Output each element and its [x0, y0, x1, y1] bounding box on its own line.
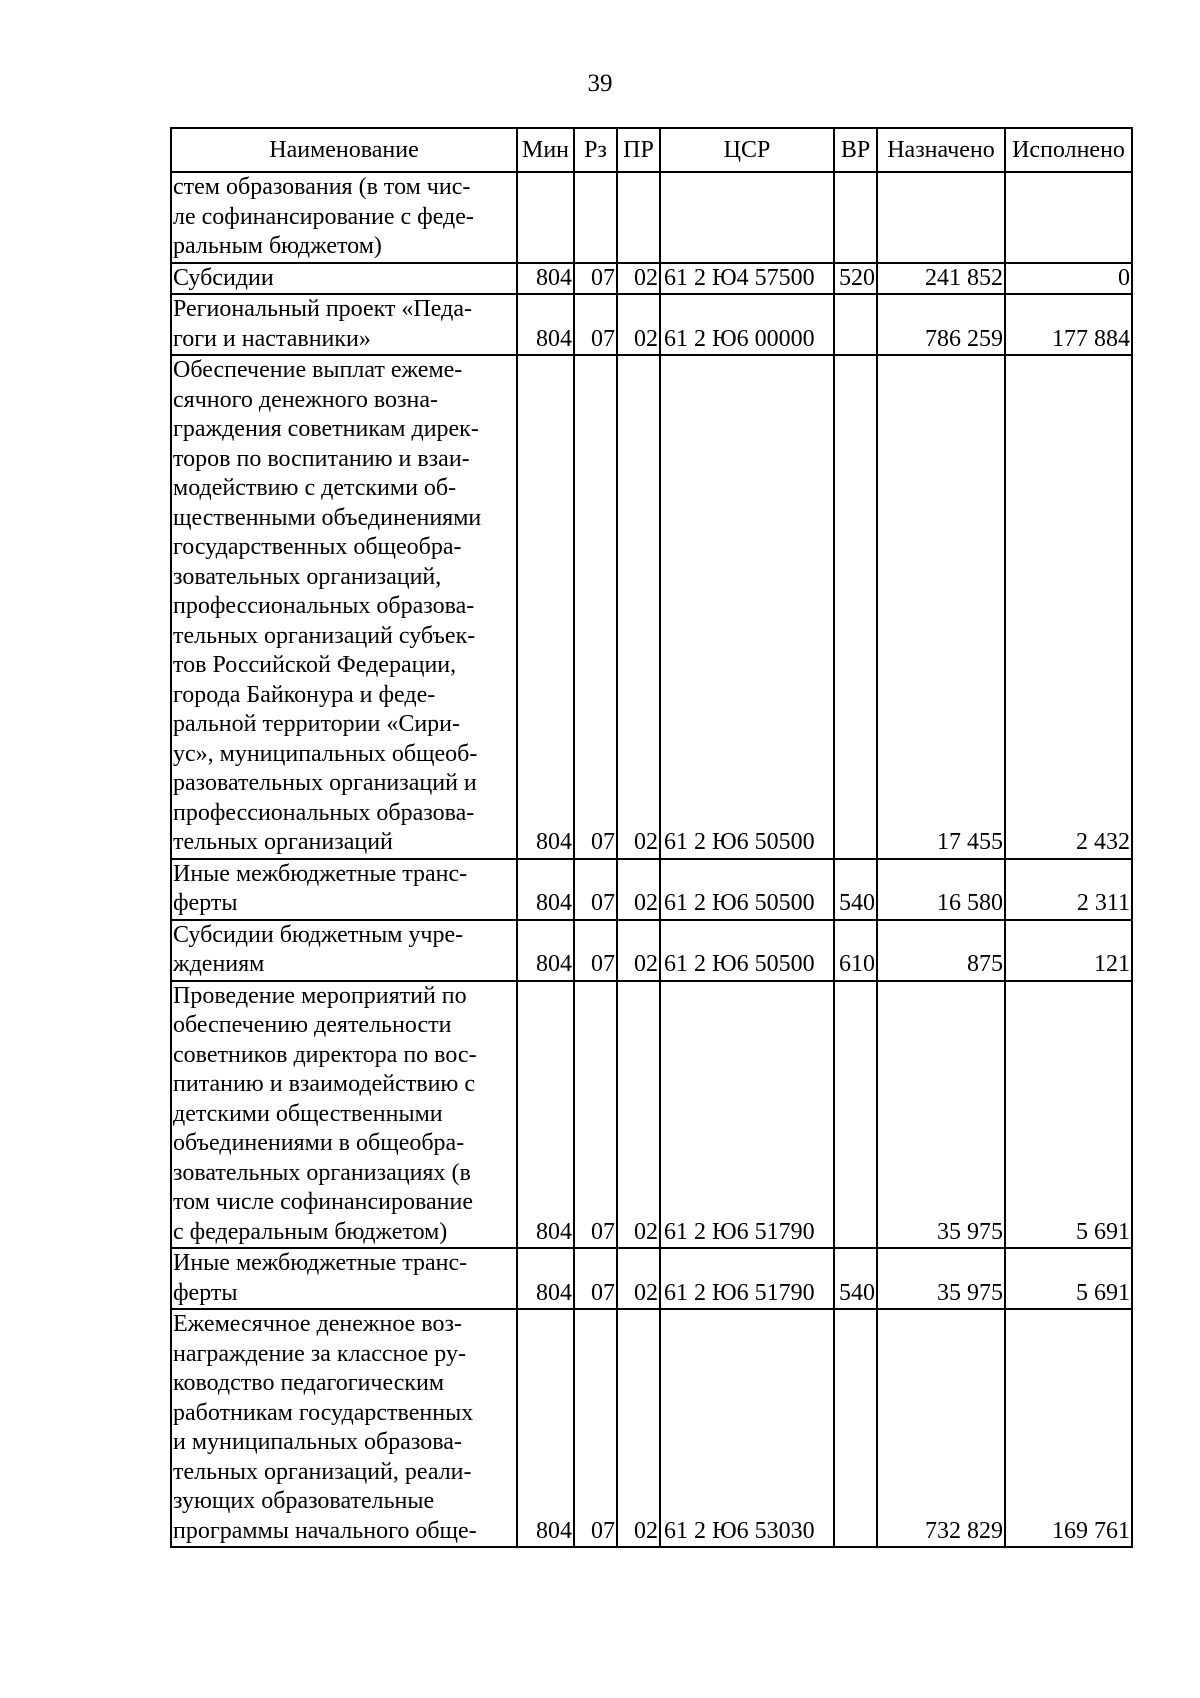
cell-rz: 07 [574, 355, 617, 859]
header-executed: Исполнено [1005, 128, 1132, 172]
name-line: объединениями в общеобра- [173, 1130, 465, 1156]
name-line: советников директора по вос- [173, 1041, 477, 1068]
table-row [171, 1248, 1132, 1309]
cell-csr: 61 2 Ю6 53030 [660, 1309, 834, 1547]
header-min: Мин [517, 128, 574, 172]
cell-rz: 07 [574, 294, 617, 355]
cell-rz: 07 [574, 1309, 617, 1547]
name-line: программы начального обще- [173, 1517, 477, 1544]
cell-min: 804 [517, 920, 574, 981]
cell-assigned: 875 [877, 920, 1005, 981]
name-line: Иные межбюджетные транс- [173, 860, 468, 887]
name-line: торов по воспитанию и взаи- [173, 445, 470, 472]
name-line: гоги и наставники» [173, 325, 371, 352]
cell-vr [834, 981, 877, 1249]
cell-min: 804 [517, 355, 574, 859]
cell-assigned: 17 455 [877, 355, 1005, 859]
budget-table [170, 127, 1133, 1548]
cell-min: 804 [517, 1248, 574, 1309]
cell-executed: 5 691 [1005, 981, 1132, 1249]
cell-assigned: 786 259 [877, 294, 1005, 355]
cell-min: 804 [517, 263, 574, 295]
cell-csr: 61 2 Ю6 50500 [660, 920, 834, 981]
cell-rz [574, 172, 617, 263]
cell-name [171, 355, 517, 859]
cell-executed: 0 [1005, 263, 1132, 295]
name-line: тов Российской Федерации, [173, 652, 457, 678]
header-csr: ЦСР [660, 128, 834, 172]
cell-csr: 61 2 Ю6 50500 [660, 859, 834, 920]
name-line: зовательных организациях (в [173, 1159, 471, 1186]
cell-name [171, 263, 517, 295]
name-line: Проведение мероприятий по [173, 982, 467, 1009]
table-body [171, 172, 1132, 1547]
table-row [171, 859, 1132, 920]
header-assigned: Назначено [877, 128, 1005, 172]
table-row [171, 172, 1132, 263]
cell-assigned: 35 975 [877, 981, 1005, 1249]
name-line: Региональный проект «Педа- [173, 296, 472, 322]
name-line: города Байконура и феде- [173, 681, 436, 708]
cell-rz: 07 [574, 263, 617, 295]
cell-assigned: 16 580 [877, 859, 1005, 920]
cell-vr [834, 172, 877, 263]
name-line: Обеспечение выплат ежеме- [173, 357, 463, 383]
cell-executed: 169 761 [1005, 1309, 1132, 1547]
cell-executed: 2 432 [1005, 355, 1132, 859]
name-line: модействию с детскими об- [173, 475, 457, 501]
name-line: работникам государственных [173, 1399, 474, 1426]
cell-csr: 61 2 Ю6 50500 [660, 355, 834, 859]
cell-rz: 07 [574, 1248, 617, 1309]
name-line: Ежемесячное денежное воз- [173, 1311, 462, 1337]
cell-vr: 540 [834, 1248, 877, 1309]
name-line: ле софинансирование с феде- [173, 203, 474, 230]
name-line: том числе софинансирование [173, 1189, 473, 1215]
cell-assigned [877, 172, 1005, 263]
name-line: тельных организаций, реали- [173, 1458, 472, 1485]
header-rz: Рз [574, 128, 617, 172]
cell-name [171, 859, 517, 920]
cell-pr: 02 [617, 355, 660, 859]
name-line: профессиональных образова- [173, 593, 475, 619]
cell-min: 804 [517, 294, 574, 355]
table-row [171, 920, 1132, 981]
cell-name [171, 1248, 517, 1309]
cell-rz: 07 [574, 920, 617, 981]
name-line: ральной территории «Сири- [173, 711, 461, 737]
name-line: Иные межбюджетные транс- [173, 1250, 468, 1276]
name-line: ководство педагогическим [173, 1370, 445, 1396]
cell-executed: 177 884 [1005, 294, 1132, 355]
cell-name [171, 920, 517, 981]
cell-executed: 121 [1005, 920, 1132, 981]
table-row [171, 355, 1132, 859]
cell-csr: 61 2 Ю6 51790 [660, 1248, 834, 1309]
cell-vr: 540 [834, 859, 877, 920]
cell-pr: 02 [617, 294, 660, 355]
table-row [171, 294, 1132, 355]
name-line: ждениям [173, 951, 265, 977]
name-line: и муниципальных образова- [173, 1429, 462, 1455]
cell-name [171, 1309, 517, 1547]
cell-vr [834, 355, 877, 859]
cell-rz: 07 [574, 981, 617, 1249]
cell-assigned: 241 852 [877, 263, 1005, 295]
cell-min: 804 [517, 1309, 574, 1547]
cell-csr: 61 2 Ю6 51790 [660, 981, 834, 1249]
cell-pr [617, 172, 660, 263]
header-vr: ВР [834, 128, 877, 172]
cell-pr: 02 [617, 859, 660, 920]
cell-vr [834, 1309, 877, 1547]
name-line: обеспечению деятельности [173, 1012, 452, 1038]
name-line: детскими общественными [173, 1100, 443, 1127]
cell-vr: 520 [834, 263, 877, 295]
cell-pr: 02 [617, 1309, 660, 1547]
table-row [171, 263, 1132, 295]
name-line: государственных общеобра- [173, 534, 462, 560]
cell-min [517, 172, 574, 263]
name-line: тельных организаций [173, 829, 393, 855]
table-header-row [171, 128, 1132, 172]
cell-executed: 5 691 [1005, 1248, 1132, 1309]
cell-name [171, 981, 517, 1249]
cell-vr [834, 294, 877, 355]
header-pr: ПР [617, 128, 660, 172]
table-row [171, 1309, 1132, 1547]
name-line: ус», муниципальных общеоб- [173, 740, 478, 767]
name-line: стем образования (в том чис- [173, 174, 471, 200]
header-name: Наименование [171, 128, 517, 172]
cell-csr [660, 172, 834, 263]
name-line: ферты [173, 890, 238, 916]
name-line: Субсидии [173, 264, 274, 291]
name-line: тельных организаций субъек- [173, 622, 476, 649]
name-line: питанию и взаимодействию с [173, 1071, 475, 1097]
name-line: граждения советникам дирек- [173, 416, 479, 442]
cell-csr: 61 2 Ю4 57500 [660, 263, 834, 295]
name-line: сячного денежного возна- [173, 386, 439, 413]
cell-name [171, 294, 517, 355]
table-row [171, 981, 1132, 1249]
name-line: с федеральным бюджетом) [173, 1218, 448, 1245]
cell-min: 804 [517, 981, 574, 1249]
cell-name [171, 172, 517, 263]
name-line: ферты [173, 1279, 238, 1306]
page-number: 39 [587, 70, 613, 97]
name-line: щественными объединениями [173, 504, 482, 531]
cell-executed [1005, 172, 1132, 263]
name-line: разовательных организаций и [173, 770, 477, 796]
cell-rz: 07 [574, 859, 617, 920]
cell-assigned: 732 829 [877, 1309, 1005, 1547]
cell-csr: 61 2 Ю6 00000 [660, 294, 834, 355]
cell-pr: 02 [617, 263, 660, 295]
cell-executed: 2 311 [1005, 859, 1132, 920]
name-line: зующих образовательные [173, 1488, 435, 1514]
name-line: зовательных организаций, [173, 563, 442, 590]
cell-vr: 610 [834, 920, 877, 981]
name-line: награждение за классное ру- [173, 1340, 466, 1367]
cell-min: 804 [517, 859, 574, 920]
cell-pr: 02 [617, 920, 660, 981]
cell-pr: 02 [617, 1248, 660, 1309]
name-line: ральным бюджетом) [173, 233, 382, 259]
name-line: профессиональных образова- [173, 799, 475, 826]
name-line: Субсидии бюджетным учре- [173, 921, 464, 948]
cell-assigned: 35 975 [877, 1248, 1005, 1309]
cell-pr: 02 [617, 981, 660, 1249]
